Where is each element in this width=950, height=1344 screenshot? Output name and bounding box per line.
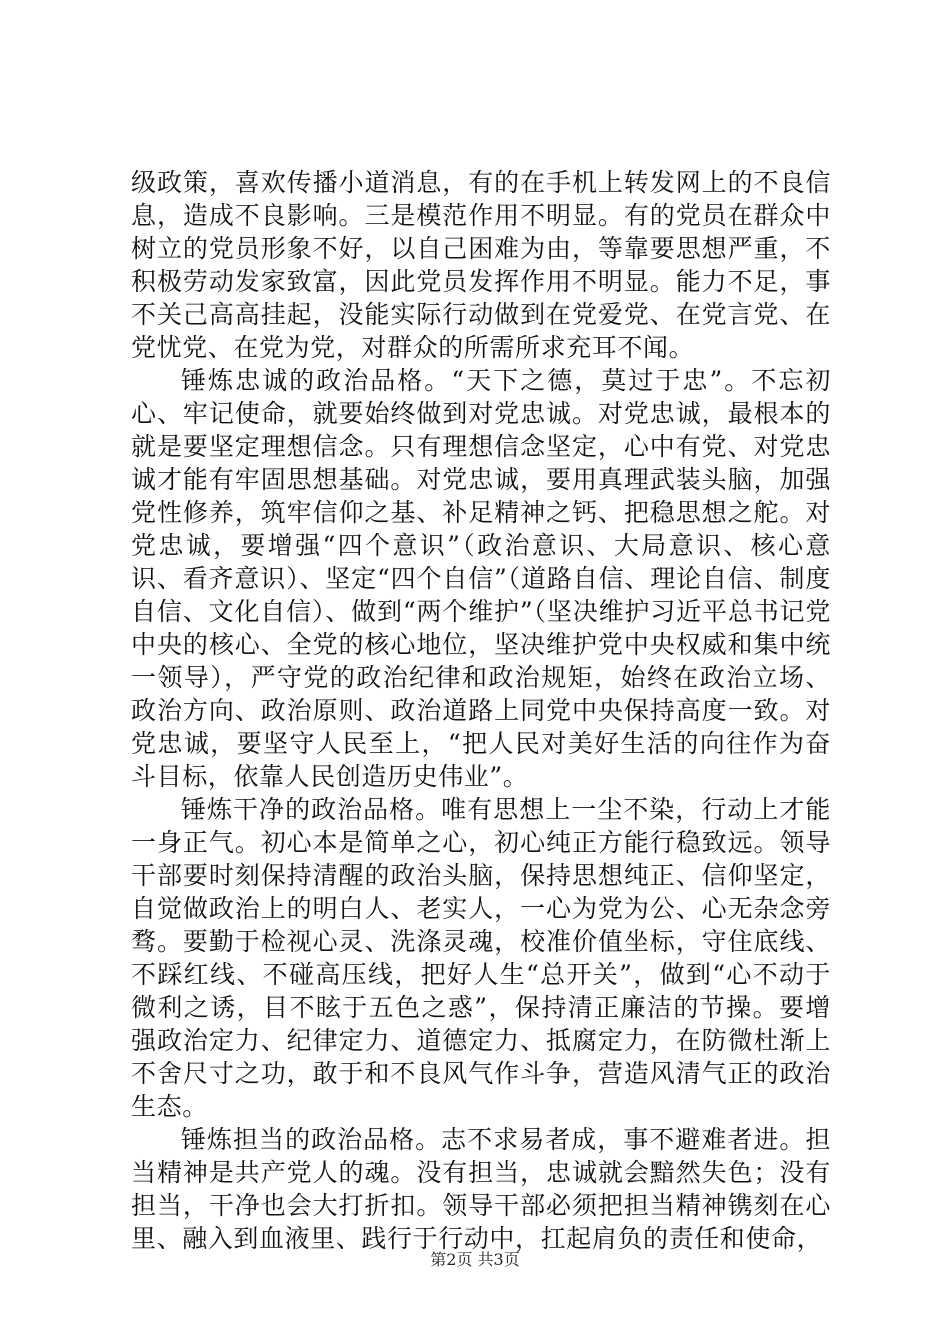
paragraph-4: 锤炼担当的政治品格。志不求易者成，事不避难者进。担当精神是共产党人的魂。没有担当，忠诚就会黯然失色；没有担当，干净也会大打折扣。领导干部必须把担当精神镌刻在心里、融入到血液里、践行于行动中，扛起肩负的责任和使命， — [131, 1125, 831, 1253]
document-body — [131, 166, 831, 1255]
paragraph-2: 锤炼忠诚的政治品格。“天下之德，莫过于忠”。不忘初心、牢记使命，就要始终做到对党忠诚。对党忠诚，最根本的就是要坚定理想信念。只有理想信念坚定，心中有党、对党忠诚才能有牢固思想基础。对党忠诚，要用真理武装头脑，加强党性修养，筑牢信仰之基、补足精神之钙、把稳思想之舵。对党忠诚，要增强“四个意识”（政治意识、大局意识、核心意识、看齐意识）、坚定“四个自信”（道路自信、理论自信、制度自信、文化自信）、做到“两个维护”（坚决维护习近平总书记党中央的核心、全党的核心地位，坚决维护党中央权威和集中统一领导），严守党的政治纪律和政治规矩，始终在政治立场、政治方向、政治原则、政治道路上同党中央保持高度一致。对党忠诚，要坚守人民至上，“把人民对美好生活的向往作为奋斗目标，依靠人民创造历史伟业”。 — [131, 366, 831, 791]
paragraph-1: 级政策，喜欢传播小道消息，有的在手机上转发网上的不良信息，造成不良影响。三是模范作用不明显。有的党员在群众中树立的党员形象不好，以自己困难为由，等靠要思想严重，不积极劳动发家致富，因此党员发挥作用不明显。能力不足，事不关己高高挂起，没能实际行动做到在党爱党、在党言党、在党忧党、在党为党，对群众的所需所求充耳不闻。 — [131, 168, 831, 362]
page-footer: 第2页 共3页 — [430, 1250, 520, 1269]
paragraph-3: 锤炼干净的政治品格。唯有思想上一尘不染，行动上才能一身正气。初心本是简单之心，初心纯正方能行稳致远。领导干部要时刻保持清醒的政治头脑，保持思想纯正、信仰坚定，自觉做政治上的明白人、老实人，一心为党为公、心无杂念旁骛。要勤于检视心灵、洗涤灵魂，校准价值坐标，守住底线、不踩红线、不碰高压线，把好人生“总开关”，做到“心不动于微利之诱，目不眩于五色之惑”，保持清正廉洁的节操。要增强政治定力、纪律定力、道德定力、抵腐定力，在防微杜渐上不舍尺寸之功，敢于和不良风气作斗争，营造风清气正的政治生态。 — [131, 795, 831, 1121]
